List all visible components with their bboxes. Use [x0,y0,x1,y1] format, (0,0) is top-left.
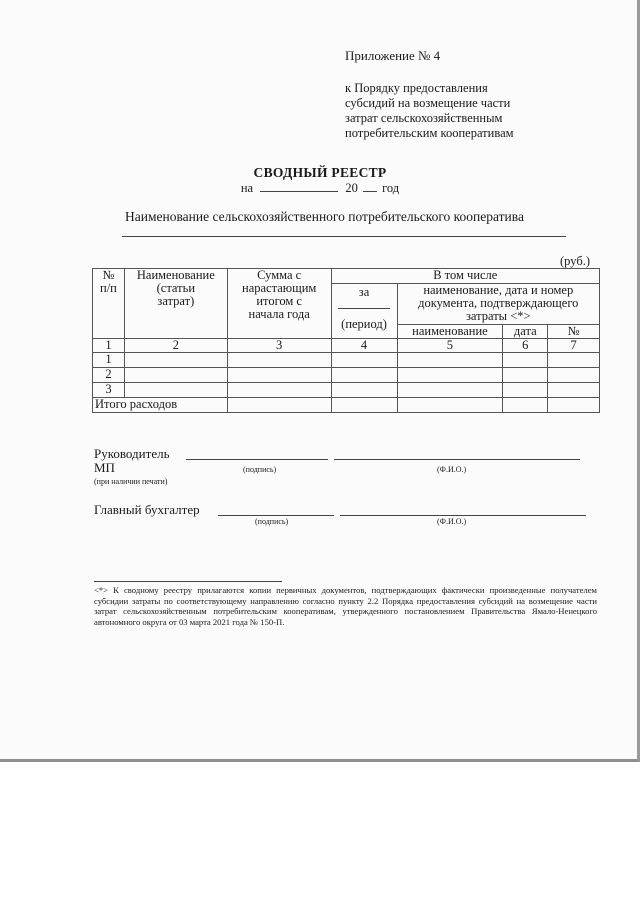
appendix-note [345,81,605,141]
footnote: <*> К сводному реестру прилагаются копии первичных документов, подтверждающих фактически произведенные получателем субсидии затраты по соответствующему направлению согласно пункту 2.2 Порядка предоставления субсидий на возмещение части затрат сельскохозяйственным потребительским кооперативам, утвержденного постановлением Правительства Ямало-Ненецкого автономного округа от 03 марта 2021 года № 150-П. [94,585,597,627]
cooperative-name-field[interactable] [122,236,566,237]
head-sign-caption: (подпись) [243,465,277,474]
date-line [0,181,640,196]
col-sum-header: Сумма с нарастающим итогом с начала года [227,269,331,339]
currency-unit: (руб.) [560,254,590,268]
date-blank[interactable] [260,181,338,192]
accountant-name-field[interactable] [340,515,586,516]
row-number: 1 [93,353,125,368]
row-number: 2 [93,368,125,383]
accountant-signature-field[interactable] [218,515,334,516]
register-table [92,268,600,413]
head-signature-field[interactable] [186,459,328,460]
head-name-caption: (Ф.И.О.) [437,465,467,474]
cooperative-label: Наименование сельскохозяйственного потребительского кооператива [125,209,524,224]
document-title: СВОДНЫЙ РЕЕСТР [253,165,387,180]
period-header: за (период) [331,284,397,339]
total-row [93,398,600,413]
group-header: В том числе [331,269,599,284]
total-label: Итого расходов [93,398,228,413]
appendix-number: Приложение № 4 [345,48,441,63]
row-number: 3 [93,383,125,398]
doc-num-header: № [548,325,600,339]
appendix-note-line: к Порядку предоставления [345,81,488,95]
stamp-label: МП [94,460,115,475]
column-number-row: 1 2 3 4 5 6 7 [93,339,600,353]
table-row [93,383,600,398]
appendix-note-line: потребительским кооперативам [345,126,514,140]
table-row [93,368,600,383]
doc-date-header: дата [503,325,548,339]
head-name-field[interactable] [334,459,580,460]
date-suffix: год [382,181,400,195]
header-row [93,269,600,284]
date-prefix: на [240,181,254,195]
appendix-note-line: затрат сельскохозяйственным [345,111,503,125]
accountant-sign-caption: (подпись) [255,517,289,526]
accountant-name-caption: (Ф.И.О.) [437,517,467,526]
col-name-header: Наименование (статьи затрат) [124,269,227,339]
table-row [93,353,600,368]
accountant-label: Главный бухгалтер [94,502,200,517]
date-year: 20 [345,181,358,195]
footnote-separator [94,581,282,582]
year-blank[interactable] [363,181,377,192]
stamp-note: (при наличии печати) [94,477,168,486]
document-header: наименование, дата и номер документа, подтверждающего затраты <*> [397,284,599,325]
col-number-header: № п/п [93,269,125,339]
appendix-note-line: субсидий на возмещение части [345,96,511,110]
doc-name-header: наименование [397,325,503,339]
head-label: Руководитель [94,446,170,461]
period-blank [334,299,395,312]
